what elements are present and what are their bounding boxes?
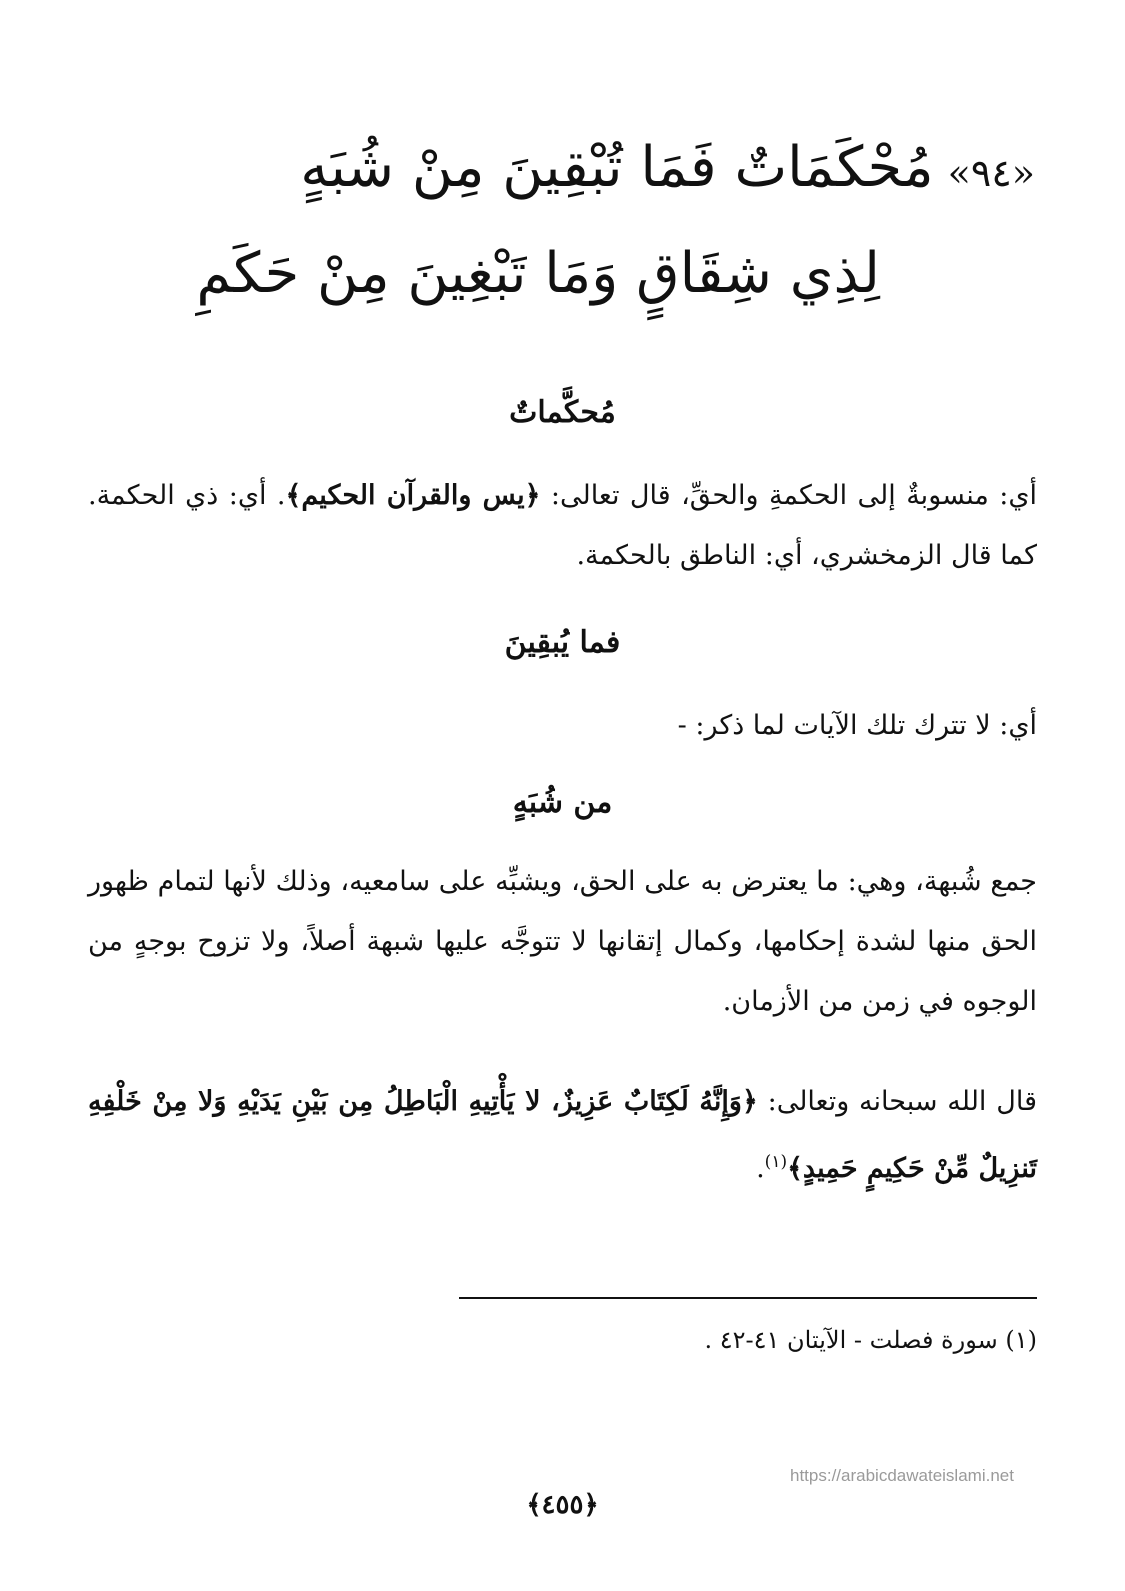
quran-quote-1: ﴿يس والقرآن الحكيم﴾ xyxy=(285,480,541,511)
watermark-link[interactable]: https://arabicdawateislami.net xyxy=(790,1466,1014,1485)
section-text-3: جمع شُبهة، وهي: ما يعترض به على الحق، ويشبِّه على سامعيه، وذلك لأنها لتمام ظهور الحق منها لشدة إحكامها، وكمال إتقانها لا تتوجَّه عليها شبهة أصلاً، ولا تزوح بوجهٍ من الوجوه في زمن من الأزمان. xyxy=(88,866,1037,1017)
page-number: ﴿٤٥٥﴾ xyxy=(526,1490,599,1520)
verse-line-2: لِذِي شِقَاقٍ وَمَا تَبْغِينَ مِنْ حَكَمِ xyxy=(196,241,880,306)
closing-paragraph xyxy=(88,1072,1037,1199)
section-heading-3: من شُبَهٍ xyxy=(512,785,613,820)
section-text-1-before: أي: منسوبةٌ إلى الحكمةِ والحقِّ، قال تعالى: xyxy=(540,480,1037,511)
footnote: (١) سورة فصلت - الآيتان ٤١-٤٢ . xyxy=(704,1326,1037,1354)
footnote-divider xyxy=(459,1297,1037,1299)
section-heading-1: مُحكَّماتٌ xyxy=(509,395,616,430)
closing-intro: قال الله سبحانه وتعالى: xyxy=(757,1086,1037,1117)
section-heading-2: فما يُبقِينَ xyxy=(504,625,621,660)
verse-line-1 xyxy=(300,135,1035,200)
section-text-1-after: . أي: ذي الحكمة. كما قال الزمخشري، أي: الناطق بالحكمة. xyxy=(88,480,1037,571)
verse-line-1-text: مُحْكَمَاتٌ فَمَا تُبْقِينَ مِنْ شُبَهٍ xyxy=(300,135,934,200)
closing-end: . xyxy=(756,1153,765,1184)
quran-quote-2: ﴿وَإِنَّهُ لَكِتَابٌ عَزِيزٌ، لا يَأْتِيهِ الْبَاطِلُ مِن بَيْنِ يَدَيْهِ وَلا مِنْ خَلْفِهِ تَنزِيلٌ مِّنْ حَكِيمٍ حَمِيدٍ﴾ xyxy=(88,1086,1037,1184)
section-text-1 xyxy=(88,466,1037,586)
verse-number: «٩٤» xyxy=(947,151,1035,195)
section-text-2: أي: لا تترك تلك الآيات لما ذكر: - xyxy=(677,710,1037,741)
footnote-marker: (١) xyxy=(764,1152,788,1172)
